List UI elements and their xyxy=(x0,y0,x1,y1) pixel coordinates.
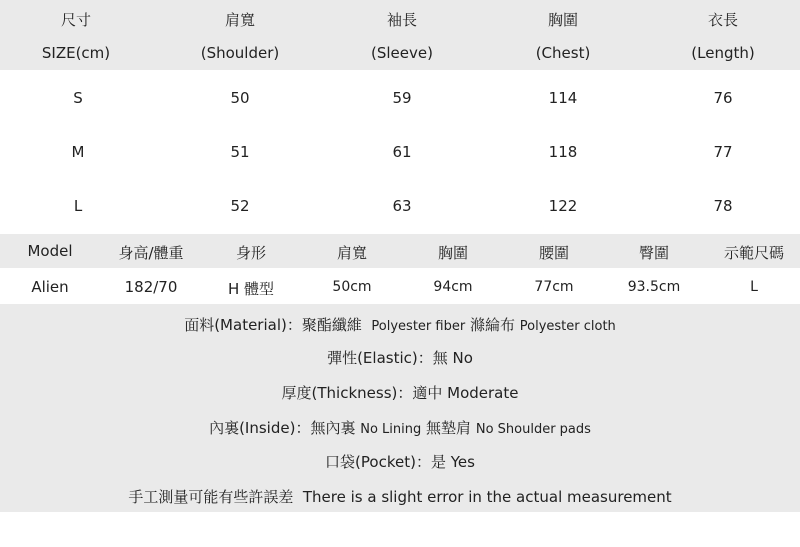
model-name: Alien xyxy=(31,278,69,296)
model-header-hip: 臀圍 xyxy=(638,244,670,262)
header-en-chest: (Chest) xyxy=(535,44,591,62)
header-en-shoulder: (Shoulder) xyxy=(200,44,280,62)
inside-value-zh2: 無墊肩 xyxy=(426,419,472,437)
note-en: There is a slight error in the actual measurement xyxy=(302,488,672,506)
model-height-weight: 182/70 xyxy=(124,278,178,296)
length-cell: 78 xyxy=(713,197,733,215)
model-waist: 77cm xyxy=(534,279,574,295)
model-header-waist: 腰圍 xyxy=(538,244,570,262)
model-body-shape: H 體型 xyxy=(227,280,275,298)
header-en-sleeve: (Sleeve) xyxy=(371,44,433,62)
length-cell: 77 xyxy=(713,143,733,161)
header-zh-chest: 胸圍 xyxy=(547,11,579,29)
size-row-m xyxy=(0,124,800,178)
sleeve-cell: 61 xyxy=(392,143,412,161)
material-value-en: Polyester fiber xyxy=(371,319,466,334)
model-header-body-shape: 身形 xyxy=(235,244,267,262)
model-shoulder: 50cm xyxy=(332,279,372,295)
inside-value-en: No Lining xyxy=(360,422,422,437)
model-header-height-weight: 身高/體重 xyxy=(118,244,184,262)
inside-value-en2: No Shoulder pads xyxy=(475,422,591,437)
size-cell: S xyxy=(73,89,83,107)
header-zh-shoulder: 肩寬 xyxy=(224,11,256,29)
elastic-label: 彈性(Elastic)： xyxy=(327,349,433,367)
elastic-value: 無 No xyxy=(432,349,473,367)
size-cell: L xyxy=(73,197,83,215)
pocket-label: 口袋(Pocket)： xyxy=(325,453,431,471)
material-value-en2: Polyester cloth xyxy=(519,319,616,334)
shoulder-cell: 51 xyxy=(230,143,250,161)
inside-label: 內裏(Inside)： xyxy=(209,419,311,437)
shoulder-cell: 52 xyxy=(230,197,250,215)
model-header-shoulder: 肩寬 xyxy=(336,244,368,262)
chest-cell: 114 xyxy=(548,89,578,107)
inside-value-zh: 無內裏 xyxy=(310,419,356,437)
measurement-note xyxy=(0,486,800,507)
model-row xyxy=(0,268,800,304)
material-value-zh2: 滌綸布 xyxy=(469,316,515,334)
size-table-header xyxy=(0,0,800,70)
size-row-s xyxy=(0,70,800,124)
model-header-size-worn: 示範尺碼 xyxy=(723,244,785,262)
header-en-size: SIZE(cm) xyxy=(41,44,111,62)
note-zh: 手工測量可能有些許誤差 xyxy=(128,488,294,506)
size-row-l xyxy=(0,178,800,232)
thickness-value: 適中 Moderate xyxy=(412,384,519,402)
sleeve-cell: 63 xyxy=(392,197,412,215)
model-size-worn: L xyxy=(750,279,758,295)
material-label: 面料(Material)： xyxy=(184,316,302,334)
fabric-details xyxy=(0,304,800,512)
model-header-chest: 胸圍 xyxy=(437,244,469,262)
length-cell: 76 xyxy=(713,89,733,107)
size-cell: M xyxy=(71,143,85,161)
material-line xyxy=(0,314,800,335)
chest-cell: 118 xyxy=(548,143,578,161)
header-zh-sleeve: 袖長 xyxy=(386,11,418,29)
model-table-header xyxy=(0,234,800,268)
sleeve-cell: 59 xyxy=(392,89,412,107)
thickness-line xyxy=(0,382,800,403)
material-value-zh: 聚酯纖維 xyxy=(301,316,362,334)
shoulder-cell: 50 xyxy=(230,89,250,107)
elastic-line xyxy=(0,347,800,368)
model-hip: 93.5cm xyxy=(627,279,681,295)
header-zh-length: 衣長 xyxy=(707,11,739,29)
pocket-line xyxy=(0,451,800,472)
model-header-model: Model xyxy=(27,242,73,260)
inside-line xyxy=(0,417,800,438)
pocket-value: 是 Yes xyxy=(430,453,475,471)
header-zh-size: 尺寸 xyxy=(60,11,92,29)
chest-cell: 122 xyxy=(548,197,578,215)
model-chest: 94cm xyxy=(433,279,473,295)
thickness-label: 厚度(Thickness)： xyxy=(281,384,413,402)
header-en-length: (Length) xyxy=(691,44,755,62)
